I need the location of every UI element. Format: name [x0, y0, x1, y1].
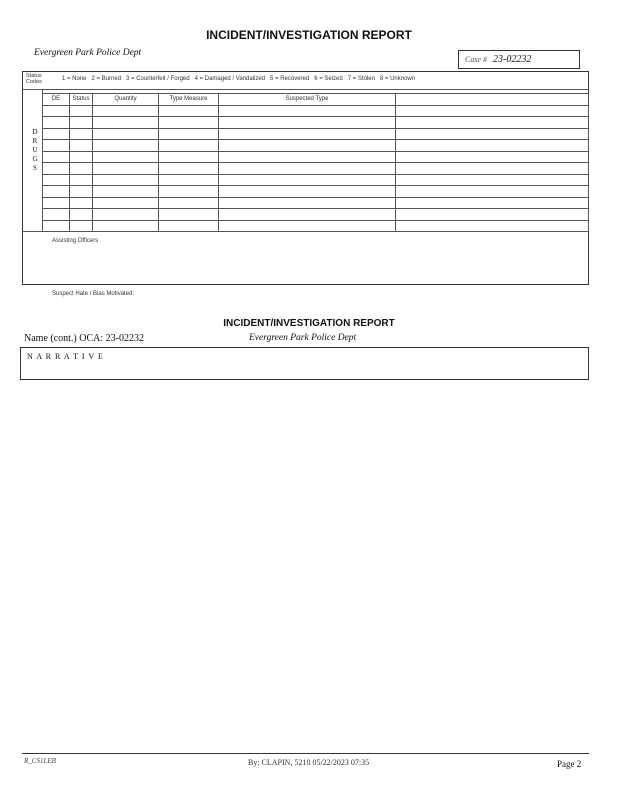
col-quantity: Quantity — [93, 94, 159, 106]
table-row — [43, 140, 589, 152]
table-row — [43, 186, 589, 198]
assisting-divider — [22, 231, 589, 232]
col-de: DE — [43, 94, 70, 106]
drugs-side-label: D R U G S — [32, 128, 38, 172]
col-type-measure: Type Measure — [159, 94, 219, 106]
table-row — [43, 117, 589, 129]
status-codes-legend: 1 = None 2 = Burned 3 = Counterfeit / Forged 4 = Damaged / Vandalized 5 = Recovered 6 = Seized 7 = Stolen 8 = Unknown — [62, 76, 416, 82]
footer-divider — [22, 753, 589, 754]
assisting-officers-label: Assisting Officers — [52, 238, 99, 244]
table-row — [43, 209, 589, 221]
table-row — [43, 163, 589, 175]
table-row — [43, 151, 589, 163]
col-extra — [396, 94, 589, 106]
col-suspected-type: Suspected Type — [219, 94, 396, 106]
footer-page-number: Page 2 — [557, 759, 582, 769]
table-row — [43, 174, 589, 186]
table-header-row — [43, 94, 589, 106]
suspect-bias-label: Suspect Hate / Bias Motivated: — [52, 291, 135, 297]
col-status: Status — [70, 94, 93, 106]
footer-printed-by: By: CLAPIN, 5210 05/22/2023 07:35 — [248, 758, 370, 767]
footer-report-code: R_CS1LEB — [24, 757, 56, 765]
table-row — [43, 128, 589, 140]
table-row — [43, 105, 589, 117]
case-number: 23-02232 — [493, 54, 532, 65]
name-cont-oca: Name (cont.) OCA: 23-02232 — [24, 333, 144, 344]
drugs-table — [42, 93, 589, 232]
narrative-box — [20, 347, 589, 380]
second-report-title: INCIDENT/INVESTIGATION REPORT — [223, 318, 395, 329]
status-divider — [22, 89, 589, 90]
agency-name: Evergreen Park Police Dept — [34, 48, 142, 58]
report-title: INCIDENT/INVESTIGATION REPORT — [206, 28, 412, 42]
status-codes-label: Status Codes — [26, 73, 42, 85]
narrative-label: N A R R A T I V E — [27, 352, 104, 361]
case-box — [458, 50, 580, 69]
second-agency-name: Evergreen Park Police Dept — [249, 333, 357, 343]
table-row — [43, 220, 589, 232]
table-row — [43, 197, 589, 209]
case-label: Case # — [465, 55, 487, 64]
